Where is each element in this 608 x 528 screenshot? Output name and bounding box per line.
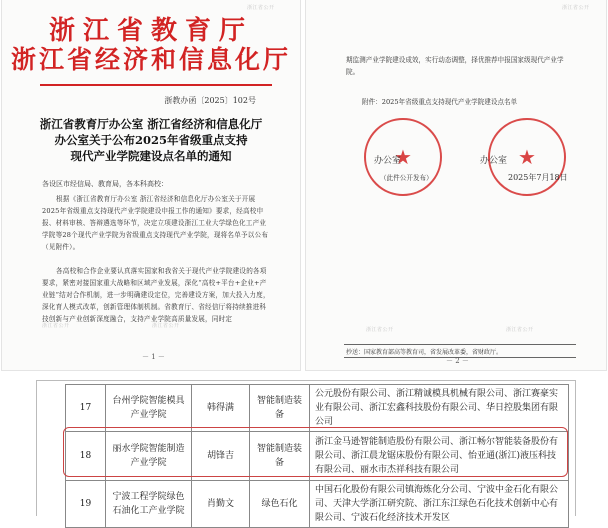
industry-field: 智能制造装备 <box>250 432 310 481</box>
row-number: 18 <box>66 432 106 481</box>
letterhead-line-2: 浙江省经济和信息化厅 <box>10 45 291 74</box>
watermark: 浙江省公开 <box>152 323 180 329</box>
letterhead-divider <box>40 84 272 86</box>
table-row <box>66 385 569 432</box>
document-page-2 <box>306 0 606 370</box>
doc-title-line-1: 浙江省教育厅办公室 浙江省经济和信息化厅 <box>39 117 263 131</box>
leader-name: 胡锋吉 <box>192 432 250 481</box>
page-number: － 2 － <box>446 357 469 365</box>
industry-field: 绿色石化 <box>250 481 310 528</box>
table-frame-left <box>36 380 37 516</box>
row-number: 17 <box>66 385 106 432</box>
industry-field: 智能制造装备 <box>250 385 310 432</box>
college-name: 台州学院智能模具产业学院 <box>106 385 192 432</box>
table-frame-right <box>575 380 576 516</box>
page-number: － 1 － <box>142 353 165 361</box>
salutation: 各设区市经信局、教育局，各本科高校： <box>42 180 168 188</box>
watermark: 浙江省公开 <box>247 5 275 11</box>
star-icon: ★ <box>394 145 412 169</box>
watermark: 浙江省公开 <box>506 327 534 333</box>
signatory-left: 办公室 <box>374 156 402 166</box>
table-row <box>66 481 569 528</box>
continuation-paragraph: 期监测产业学院建设成效，实行动态调整，择优推荐申报国家级现代产业学院。 <box>346 56 564 76</box>
college-name: 宁波工程学院绿色石油化工产业学院 <box>106 481 192 528</box>
watermark: 浙江省公开 <box>366 327 394 333</box>
partner-companies: 公元股份有限公司、浙江精诚模具机械有限公司、浙江赛豪实业有限公司、浙江宏鑫科技股份有限公司、华日控股集团有限公司 <box>310 385 569 432</box>
doc-title-line-2: 办公室关于公布2025年省级重点支持 <box>54 133 248 147</box>
partner-companies: 浙江金马逊智能制造股份有限公司、浙江畅尔智能装备股份有限公司、浙江晨龙锯床股份有限公司、怡亚通(浙江)液压科技有限公司、丽水市杰祥科技有限公司 <box>310 432 569 481</box>
paragraph-1: 根据《浙江省教育厅办公室 浙江省经济和信息化厅办公室关于开展2025年省级重点支持现代产业学院建设申报工作的通知》要求，经高校申报、材料审核、答辩遴选等环节，决定立项建设浙江工业大学绿色化工产业学院等28个现代产业学院为省级重点支持现代产业学院，现将名单予以公布（见附件）。 <box>42 195 269 251</box>
star-icon: ★ <box>518 145 536 169</box>
college-list-table <box>65 384 568 523</box>
partner-companies: 中国石化股份有限公司镇海炼化分公司、宁波中金石化有限公司、天津大学浙江研究院、浙江东江绿色石化技术创新中心有限公司、宁波石化经济技术开发区 <box>310 481 569 528</box>
letterhead-line-1: 浙江省教育厅 <box>48 16 253 46</box>
watermark: 浙江省公开 <box>42 323 70 329</box>
signatory-right: 办公室 <box>480 156 508 166</box>
sign-date: 2025年7月18日 <box>508 173 568 182</box>
leader-name: 韩得满 <box>192 385 250 432</box>
table-frame-top <box>36 380 576 381</box>
row-number: 19 <box>66 481 106 528</box>
paragraph-2: 各高校和合作企业要认真落实国家和我省关于现代产业学院建设的各项要求，紧密对接国家重大战略和区域产业发展，深化“高校+平台+企业+产业链”结对合作机制，进一步明确建设定位，完善建设方案，加大投入力度，深化育人模式改革，创新管理体制机制。省教育厅、省经信厅将持续推进科技创新与产业创新深度融合，支持产业学院高质量发展，同时定 <box>42 267 270 323</box>
doc-number: 浙教办函〔2025〕102号 <box>164 96 256 105</box>
doc-title <box>2 116 300 164</box>
table-row <box>66 432 569 481</box>
attachment-line: 附件：2025年省级重点支持现代产业学院建设点名单 <box>362 98 518 106</box>
document-page-1 <box>2 0 300 370</box>
footnote: 抄送：国家教育部高等教育司，省发展改革委，省财政厅。 <box>346 349 503 356</box>
footnote-divider <box>344 344 576 345</box>
college-name: 丽水学院智能制造产业学院 <box>106 432 192 481</box>
doc-title-line-3: 现代产业学院建设点名单的通知 <box>70 149 232 163</box>
leader-name: 肖勤文 <box>192 481 250 528</box>
publication-note: （此件公开发布） <box>380 174 433 182</box>
watermark: 浙江省公开 <box>562 5 590 11</box>
